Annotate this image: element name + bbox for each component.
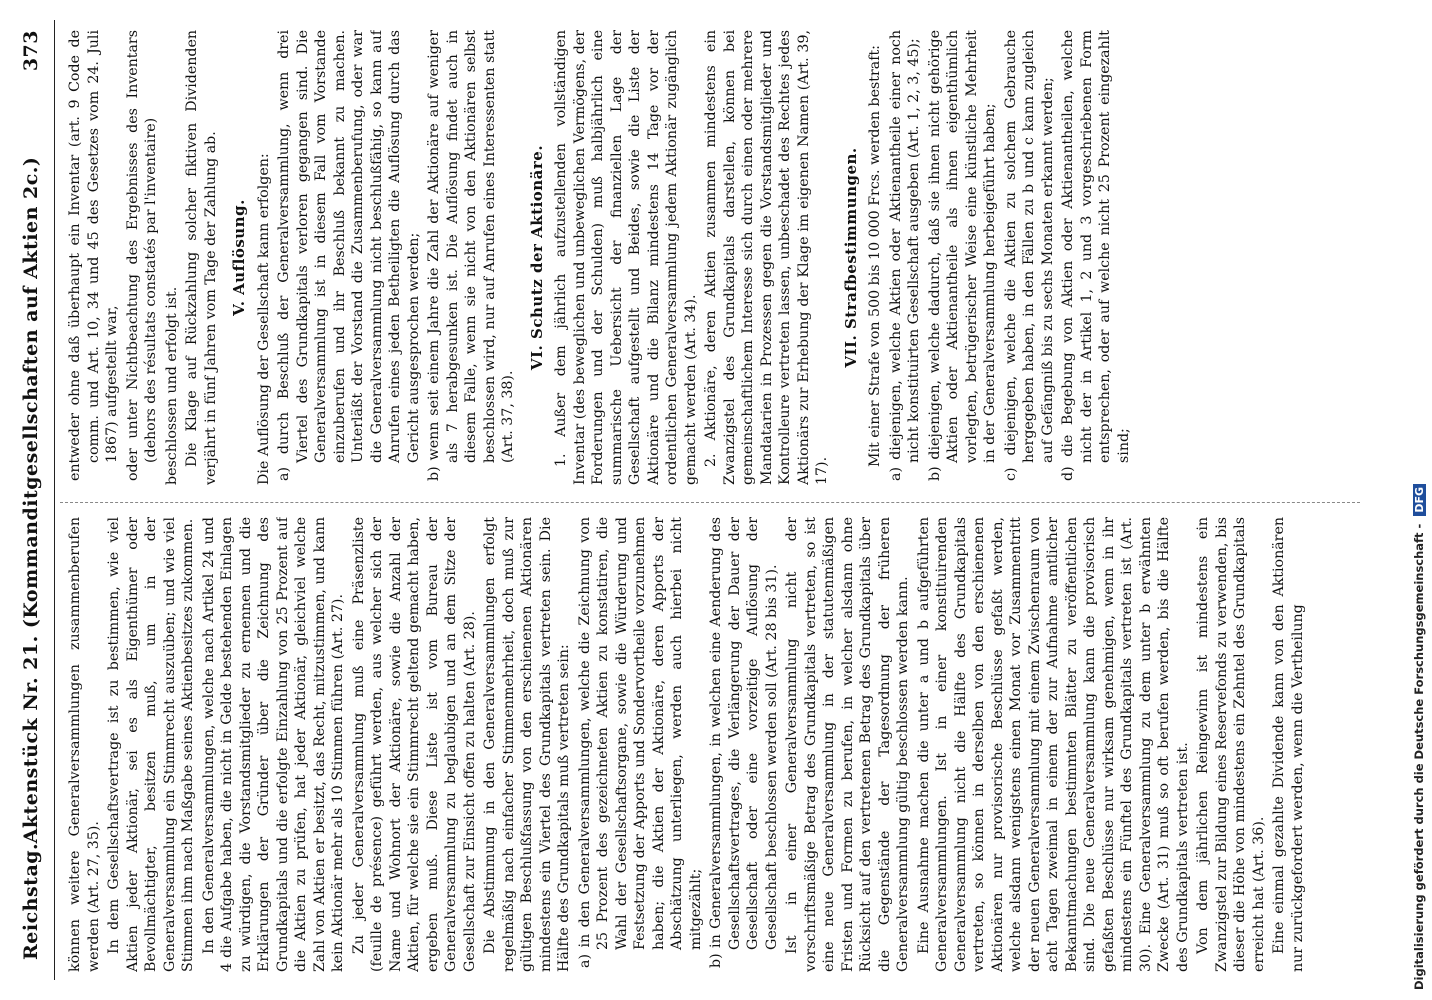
column-divider — [60, 501, 1360, 503]
paragraph: 1. Außer dem jährlich aufzustellenden vollständigen Inventar (des beweglichen und unbeweglichen Vermögens, der Forderungen und der Schulden) muß halbjährlich eine summarische Uebersicht der finanziellen Lage der Gesellschaft aufgestellt und Beides, sowie die Liste der Aktionäre und die Bilanz mindestens 14 Tage vor der ordentlichen Generalversammlung jedem Aktionär zugänglich gemacht werden (Art. 34). — [553, 30, 699, 485]
list-item: a) diejenigen, welche Aktien oder Aktienantheile einer noch nicht konstituirten Gesellschaft ausgeben (Art. 1, 2, 3, 45); — [887, 30, 922, 481]
paragraph: können weitere Generalversammlungen zusammenberufen werden (Art. 27, 35). — [67, 517, 102, 972]
section-heading: VI. Schutz der Aktionäre. — [527, 144, 546, 371]
paragraph: In den Generalversammlungen, welche nach Artikel 24 und 4 die Aufgabe haben, die nicht in Gelde bestehenden Einlagen zu würdigen, die Vorstandsmitglieder zu ernennen und die Erklärungen der Gründer über die Zeichnung des Grundkapitals und die erfolgte Einzahlung von 25 Prozent auf die Aktien zu prüfen, hat jeder Aktionär, gleichviel welche Zahl von Aktien er besitzt, das Recht, mitzustimmen, und kann kein Aktionär mehr als 10 Stimmen führen (Art. 27). — [200, 517, 346, 972]
right-column — [66, 30, 1366, 485]
left-column — [66, 517, 1366, 972]
paragraph: Von dem jährlichen Reingewinn ist mindestens ein Zwanzigstel zur Bildung eines Reservefonds zu verwenden, bis dieser die Höhe von mindestens ein Zehntel des Grundkapitals erreicht hat (Art. 36). — [1195, 517, 1267, 972]
list-item: b) diejenigen, welche dadurch, daß sie ihnen nicht gehörige Aktien oder Aktienantheile als ihnen eigenthümlich vorlegten, betrügerischer Weise eine künstliche Mehrheit in der Generalversammlung herbeigeführt haben; — [926, 30, 998, 481]
list-item: a) in den Generalversammlungen, welche die Zeichnung von 25 Prozent des gezeichneten Aktien zu konstatiren, die Wahl der Gesellschaftsorgane, sowie die Würderung und Festsetzung der Apports und Sondervortheile vorzunehmen haben; die Aktien der Aktionäre, deren Apports der Abschätzung unterliegen, werden auch hierbei nicht mitgezählt; — [576, 517, 704, 968]
paragraph: Die Klage auf Rückzahlung solcher fiktiven Dividenden verjährt in fünf Jahren vom Tage der Zahlung ab. — [184, 30, 219, 485]
page-number: 373 — [20, 30, 42, 72]
paragraph: Mit einer Strafe von 500 bis 10 000 Frcs. werden bestraft: — [867, 45, 883, 467]
list-item: b) in Generalversammlungen, in welchen eine Aenderung des Gesellschaftsvertrages, die Verlängerung der Dauer der Gesellschaft oder eine vorzeitige Auflösung der Gesellschaft beschlossen werden soll (Art. 28 bis 31). — [708, 517, 780, 968]
paragraph: Zu jeder Generalversammlung muß eine Präsenzliste (feuille de présence) geführt werden, aus welcher sich der Name und Wohnort der Aktionäre, sowie die Anzahl der Aktien, für welche sie ein Stimmrecht geltend gemacht haben, ergeben muß. Diese Liste ist vom Bureau der Generalversammlung zu beglaubigen und an dem Sitze der Gesellschaft zur Einsicht offen zu halten (Art. 28). — [350, 517, 478, 972]
list-item: oder unter Nichtbeachtung des Ergebnisses des Inventars (dehors des résultats constatés par l'inventaire) — [124, 30, 159, 481]
paragraph: Eine einmal gezahlte Dividende kann von den Aktionären nur zurückgefordert werden, wenn die Vertheilung — [1271, 517, 1306, 972]
header-title: Aktenstück Nr. 21. (Kommanditgesellschaften auf Aktien 2c.) — [20, 156, 42, 844]
digitization-credit — [1410, 0, 1432, 1000]
paragraph: 2. Aktionäre, deren Aktien zusammen mindestens ein Zwanzigstel des Grundkapitals darstellen, können bei gemeinschaftlichem Interesse sich durch einen oder mehrere Mandatarien in Prozessen gegen die Vorstandsmitglieder und Kontrolleure vertreten lassen, unbeschadet des Rechtes jedes Aktionärs zur Erhebung der Klage im eigenen Namen (Art. 39, 17). — [703, 30, 830, 485]
paragraph: beschlossen und erfolgt ist. — [163, 286, 180, 485]
paragraph: In dem Gesellschaftsvertrage ist zu bestimmen, wie viel Aktien jeder Aktionär, sei es als Eigenthümer oder Bevollmächtigter, besitzen muß, um in der Generalversammlung ein Stimmrecht auszuüben; und wie viel Stimmen ihm nach Maßgabe seines Aktienbesitzes zukommen. — [106, 517, 196, 972]
dfg-logo: DFG — [1413, 484, 1426, 516]
list-item: c) diejenigen, welche die Aktien zu solchem Gebrauche hergegeben haben, in den Fällen zu b und c kann zugleich auf Gefängniß bis zu sechs Monaten erkannt werden; — [1002, 30, 1056, 481]
paragraph: Die Auflösung der Gesellschaft kann erfolgen: — [255, 153, 272, 485]
header-rule — [54, 20, 55, 980]
paragraph: Eine Ausnahme machen die unter a und b aufgeführten Generalversammlungen. Ist in einer konstituirenden Generalversammlung nicht die Hälfte des Grundkapitals vertreten, so können in derselben von den erschienenen Aktionären nur provisorische Beschlüsse gefaßt werden, welche alsdann wenigstens einen Monat vor Zusammentritt der neuen Generalversammlung mit einem Zwischenraum von acht Tagen zweimal in einem der zur Aufnahme amtlicher Bekanntmachungen bestimmten Blätter zu veröffentlichen sind. Die neue Generalversammlung kann die provisorisch gefaßten Beschlüsse nur wirksam genehmigen, wenn in ihr mindestens ein Fünftel des Grundkapitals vertreten ist (Art. 30). Eine Generalversammlung zu dem unter b erwähnten Zwecke (Art. 31) muß so oft berufen werden, bis die Hälfte des Grundkapitals vertreten ist. — [915, 517, 1191, 972]
list-item: b) wenn seit einem Jahre die Zahl der Aktionäre auf weniger als 7 herabgesunken ist. Die Auflösung findet auch in diesem Falle, wenn sie nicht von den Aktionären selbst beschlossen wird, nur auf Anrufen eines Interessenten statt (Art. 37, 38). — [426, 30, 516, 481]
paragraph: Die Abstimmung in den Generalversammlungen erfolgt regelmäßig nach einfacher Stimmenmehrheit, doch muß zur gültigen Beschlußfassung von den erschienenen Aktionären mindestens ein Viertel des Grundkapitals vertreten sein. Die Hälfte des Grundkapitals muß vertreten sein: — [482, 517, 572, 972]
list-item: entweder ohne daß überhaupt ein Inventar (art. 9 Code de comm. und Art. 10, 34 und 45 des Gesetzes vom 24. Juli 1867) aufgestellt war, — [67, 30, 120, 481]
list-item: d) die Begebung von Aktien oder Aktienantheilen, welche nicht der in Artikel 1, 2 und 3 vorgeschriebenen Form entsprechen, oder auf welche nicht 25 Prozent eingezahlt sind; — [1060, 30, 1132, 481]
paragraph: Ist in einer Generalversammlung nicht der vorschriftsmäßige Betrag des Grundkapitals vertreten, so ist eine neue Generalversammlung in der statutenmäßigen Fristen und Formen zu berufen, in welcher alsdann ohne Rücksicht auf den vertretenen Betrag des Grundkapitals über die Gegenstände der Tagesordnung der früheren Generalversammlung gültig beschlossen werden kann. — [784, 517, 911, 972]
section-heading: V. Auflösung. — [230, 199, 248, 316]
running-head — [14, 20, 54, 980]
header-left: Reichstag. — [20, 842, 42, 960]
list-item: a) durch Beschluß der Generalversammlung, wenn drei Viertel des Grundkapitals verloren gegangen sind. Die Generalversammlung ist in diesem Fall vom Vorstande einzuberufen und ihr Beschluß bekannt zu machen. Unterläßt der Vorstand die Zusammenberufung, oder war die Generalversammlung nicht beschlußfähig, so kann auf Anrufen eines jeden Betheiligten die Auflösung durch das Gericht ausgesprochen werden; — [276, 30, 422, 481]
credit-text: Digitalisierung gefördert durch die Deutsche Forschungsgemeinschaft - — [1412, 523, 1426, 990]
section-heading: VII. Strafbestimmungen. — [841, 147, 860, 368]
